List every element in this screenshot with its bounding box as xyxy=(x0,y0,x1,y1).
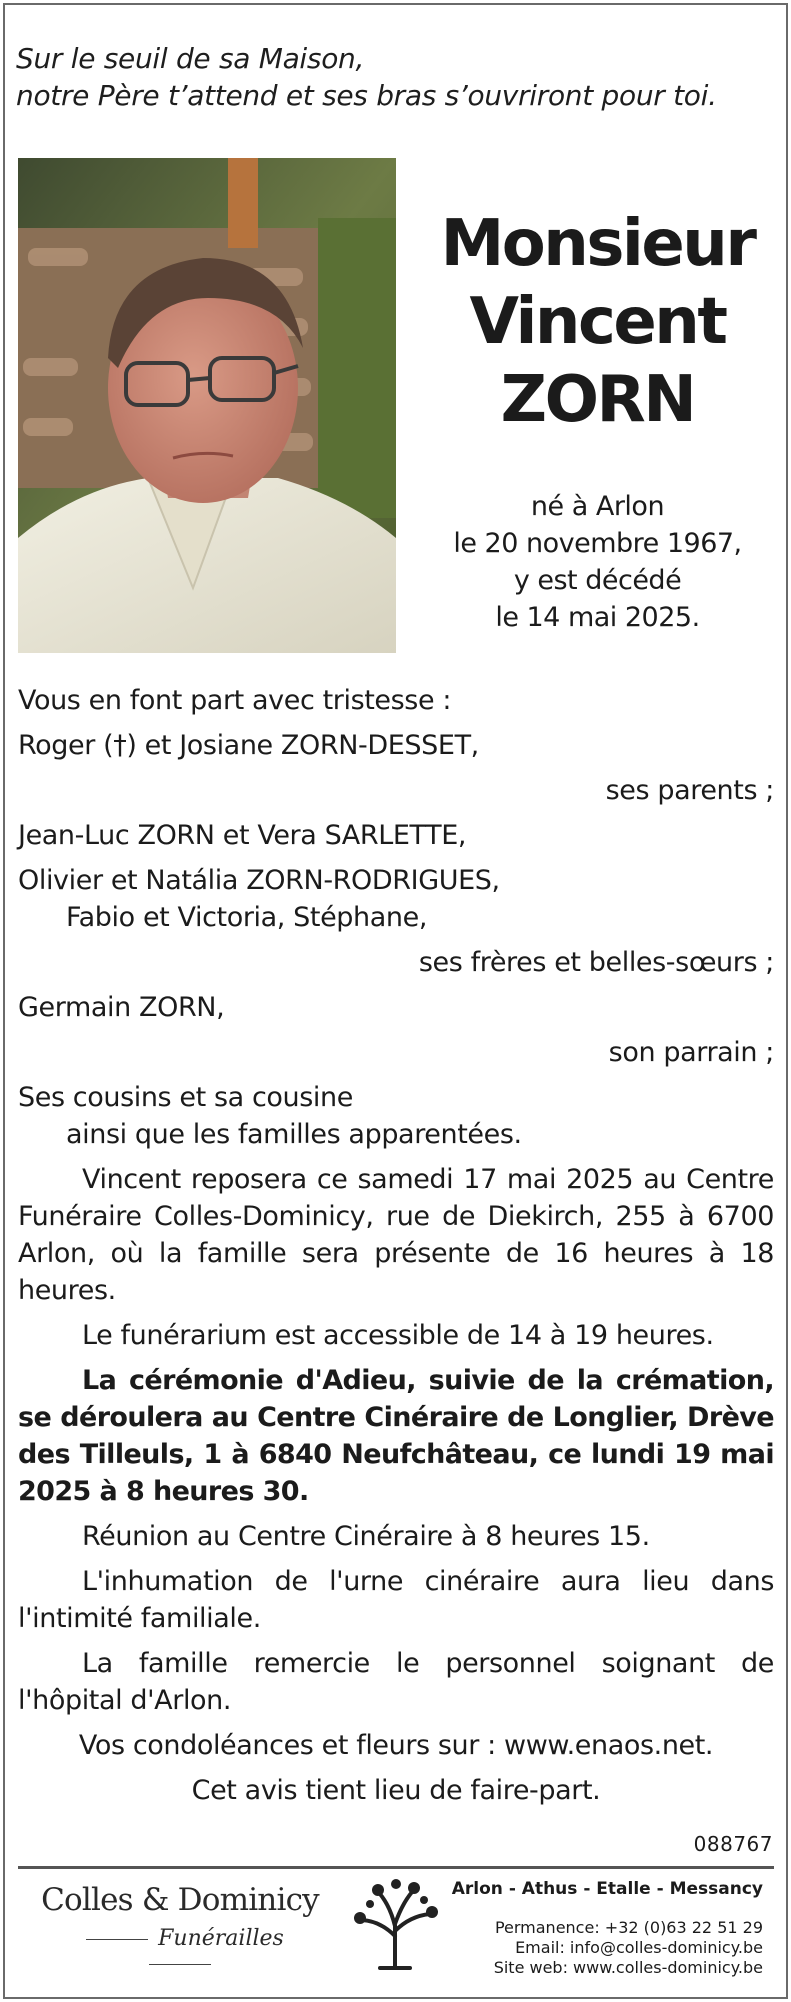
family-sibling-2: Olivier et Natália ZORN-RODRIGUES, xyxy=(18,865,500,896)
family-godfather-role: son parrain ; xyxy=(608,1037,774,1068)
epigraph-line-2: notre Père t’attend et ses bras s’ouvriront pour toi. xyxy=(16,79,717,112)
condolences-line: Vos condoléances et fleurs sur : www.enaos.net. xyxy=(78,1730,714,1761)
burial-paragraph: L'inhumation de l'urne cinéraire aura lieu dans l'intimité familiale. xyxy=(18,1566,774,1634)
viewing-paragraph: Vincent reposera ce samedi 17 mai 2025 au Centre Funéraire Colles-Dominicy, rue de Diekirch, 255 à 6700 Arlon, où la famille sera présente de 16 heures à 18 heures. xyxy=(18,1164,774,1306)
deceased-title: Monsieur xyxy=(440,207,755,281)
thanks-paragraph: La famille remercie le personnel soignant de l'hôpital d'Arlon. xyxy=(18,1648,774,1716)
family-sibling-1: Jean-Luc ZORN et Vera SARLETTE, xyxy=(18,820,467,851)
notice-line: Cet avis tient lieu de faire-part. xyxy=(191,1775,601,1806)
family-siblings-role: ses frères et belles-sœurs ; xyxy=(418,947,774,978)
family-parents-role: ses parents ; xyxy=(605,775,774,806)
deceased-name xyxy=(425,205,770,439)
funeral-home-contact xyxy=(443,1876,763,1978)
death-date: le 14 mai 2025. xyxy=(495,602,700,633)
family-cousins: Ses cousins et sa cousine xyxy=(18,1082,353,1113)
funeral-home-towns: Arlon - Athus - Etalle - Messancy xyxy=(451,1879,763,1899)
funeral-home-subtitle-text: Funérailles xyxy=(158,1926,284,1951)
funeral-home-website[interactable]: Site web: www.colles-dominicy.be xyxy=(493,1958,763,1977)
funeral-home-name: Colles & Dominicy xyxy=(41,1882,319,1918)
deceased-first-name: Vincent xyxy=(469,285,726,359)
birth-death-info xyxy=(425,488,770,636)
funeral-home-email[interactable]: Email: info@colles-dominicy.be xyxy=(515,1938,763,1957)
family-parents: Roger (†) et Josiane ZORN-DESSET, xyxy=(18,730,479,761)
family-godfather: Germain ZORN, xyxy=(18,992,225,1023)
epigraph-line-1: Sur le seuil de sa Maison, xyxy=(16,42,365,75)
ceremony-paragraph: La cérémonie d'Adieu, suivie de la crémation, se déroulera au Centre Cinéraire de Longlier, Drève des Tilleuls, 1 à 6840 Neufchâteau, ce lundi 19 mai 2025 à 8 heures 30. xyxy=(18,1365,774,1507)
portrait-photo xyxy=(18,158,396,653)
death-place: y est décédé xyxy=(513,565,682,596)
announcement-body xyxy=(18,682,774,1809)
funerarium-paragraph: Le funérarium est accessible de 14 à 19 heures. xyxy=(82,1320,714,1351)
reference-number: 088767 xyxy=(693,1832,773,1856)
meeting-paragraph: Réunion au Centre Cinéraire à 8 heures 15. xyxy=(82,1521,650,1552)
epigraph xyxy=(16,40,776,114)
family-intro: Vous en font part avec tristesse : xyxy=(18,685,452,716)
family-sibling-2-children: Fabio et Victoria, Stéphane, xyxy=(66,902,427,933)
family-relatives: ainsi que les familles apparentées. xyxy=(66,1119,522,1150)
birth-place: né à Arlon xyxy=(530,491,665,522)
funeral-home-subtitle xyxy=(40,1926,320,1976)
portrait-illustration xyxy=(18,158,396,653)
birth-date: le 20 novembre 1967, xyxy=(453,528,742,559)
tree-icon xyxy=(340,1876,450,1972)
deceased-last-name: ZORN xyxy=(500,363,695,437)
funeral-home-phone: Permanence: +32 (0)63 22 51 29 xyxy=(494,1918,763,1937)
footer-divider xyxy=(18,1866,774,1869)
